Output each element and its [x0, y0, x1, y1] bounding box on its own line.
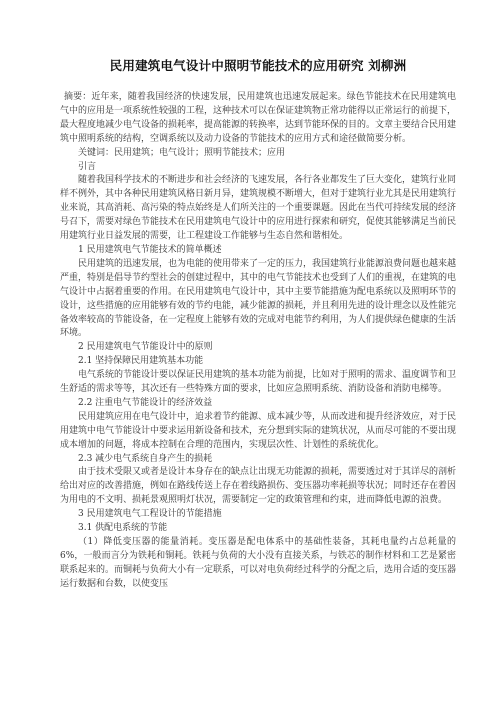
document-title: 民用建筑电气设计中照明节能技术的应用研究 刘柳洲: [109, 58, 407, 73]
intro-heading: 引言: [78, 161, 97, 172]
abstract-paragraph: 摘要：近年来，随着我国经济的快速发展，民用建筑也迅速发展起来。绿色节能技术在民用建筑电气中的应用是一项系统性较强的工程，这种技术可以在保证建筑物正常功能得以正常运行的前提下，最大程度地减少电气设备的损耗率，提高能源的转换率，达到节能环保的目的。文章主要结合民用建筑中照明系统的结构，空调系统以及动力设备的节能技术的应用方式和途径做简要分析。: [60, 92, 457, 144]
section-3-1-heading: 3.1 供配电系统的节能: [78, 523, 168, 534]
section-2-1-paragraph: 电气系统的节能设计要以保证民用建筑的基本功能为前提，比如对于照明的需求、温度调节和卫生舒适的需求等等，其次还有一些特殊方面的要求，比如应急照明系统、消防设备和消防电梯等。: [60, 370, 457, 395]
section-2-3-heading: 2.3 减少电气系统自身产生的损耗: [78, 453, 213, 464]
section-3-heading: 3 民用建筑电气工程设计的节能措施: [78, 509, 222, 520]
section-2-1-heading: 2.1 坚持保障民用建筑基本功能: [78, 356, 204, 367]
section-2-2-heading: 2.2 注重电气节能设计的经济效益: [78, 397, 213, 408]
section-1-heading: 1 民用建筑电气节能技术的简单概述: [78, 244, 222, 255]
section-2-3-paragraph: 由于技术受限又或者是设计本身存在的缺点让出现无功能源的损耗，需要透过对于其详尽的剖析给出对应的改善措施，例如在路线传送上存在着线路损伤、变压器功率耗损等状况；同时还存在着因为用电的不文明、损耗景观照明灯状况，需要制定一定的政策管理和约束，进而降低电源的浪费。: [60, 467, 457, 506]
section-2-heading: 2 民用建筑电气节能设计中的原则: [78, 342, 213, 353]
keywords-line: 关键词：民用建筑；电气设计；照明节能技术；应用: [78, 147, 286, 158]
section-3-1-paragraph: （1）降低变压器的能量消耗。变压器是配电体系中的基础性装备，其耗电量约占总耗量的 6%，一般而言分为铁耗和铜耗。铁耗与负荷的大小没有直接关系，与铁芯的制作材料和工艺是紧密联系起来的。而铜耗与负荷大小有一定联系，可以对电负荷经过科学的分配之后，选用合适的变压器运行数据和台数，以使变压: [60, 537, 457, 589]
intro-paragraph: 随着我国科学技术的不断进步和社会经济的飞速发展，各行各业都发生了巨大变化，建筑行业同样不例外，其中各种民用建筑风格日新月异，建筑规模不断增大，但对于建筑行业尤其是民用建筑行业来说，其高消耗、高污染的特点始终是人们所关注的一个重要课题。因此在当代可持续发展的经济号召下，需要对绿色节能技术在民用建筑电气设计中的应用进行探索和研究，促使其能够满足当前民用建筑行业日益发展的需要，让工程建设工作能够与生态自然和谐相处。: [60, 175, 457, 242]
section-1-paragraph: 民用建筑的迅速发展，也为电能的使用带来了一定的压力，我国建筑行业能源浪费问题也越来越严重，特别是倡导节约型社会的创建过程中，其中的电气节能技术也受到了人们的重视，在建筑的电气设计中占据着重要的作用。在民用建筑电气设计中，其中主要节能措施为配电系统以及照明环节的设计，这些措施的应用能够有效的节约电能，减少能源的损耗，并且利用先进的设计理念以及性能完备效率较高的节能设备，在一定程度上能够有效的完成对电能节约利用，为人们提供绿色健康的生活环境。: [60, 258, 457, 339]
section-2-2-paragraph: 民用建筑应用在电气设计中，追求着节约能源、成本减少等，从而改进和提升经济效应，对于民用建筑中电气节能设计中要求运用新设备和技术，充分想到实际的建筑状况，从而尽可能的不要出现成本增加的问题，将成本控制在合理的范围内，实现层次性、计划性的系统优化。: [60, 411, 457, 450]
